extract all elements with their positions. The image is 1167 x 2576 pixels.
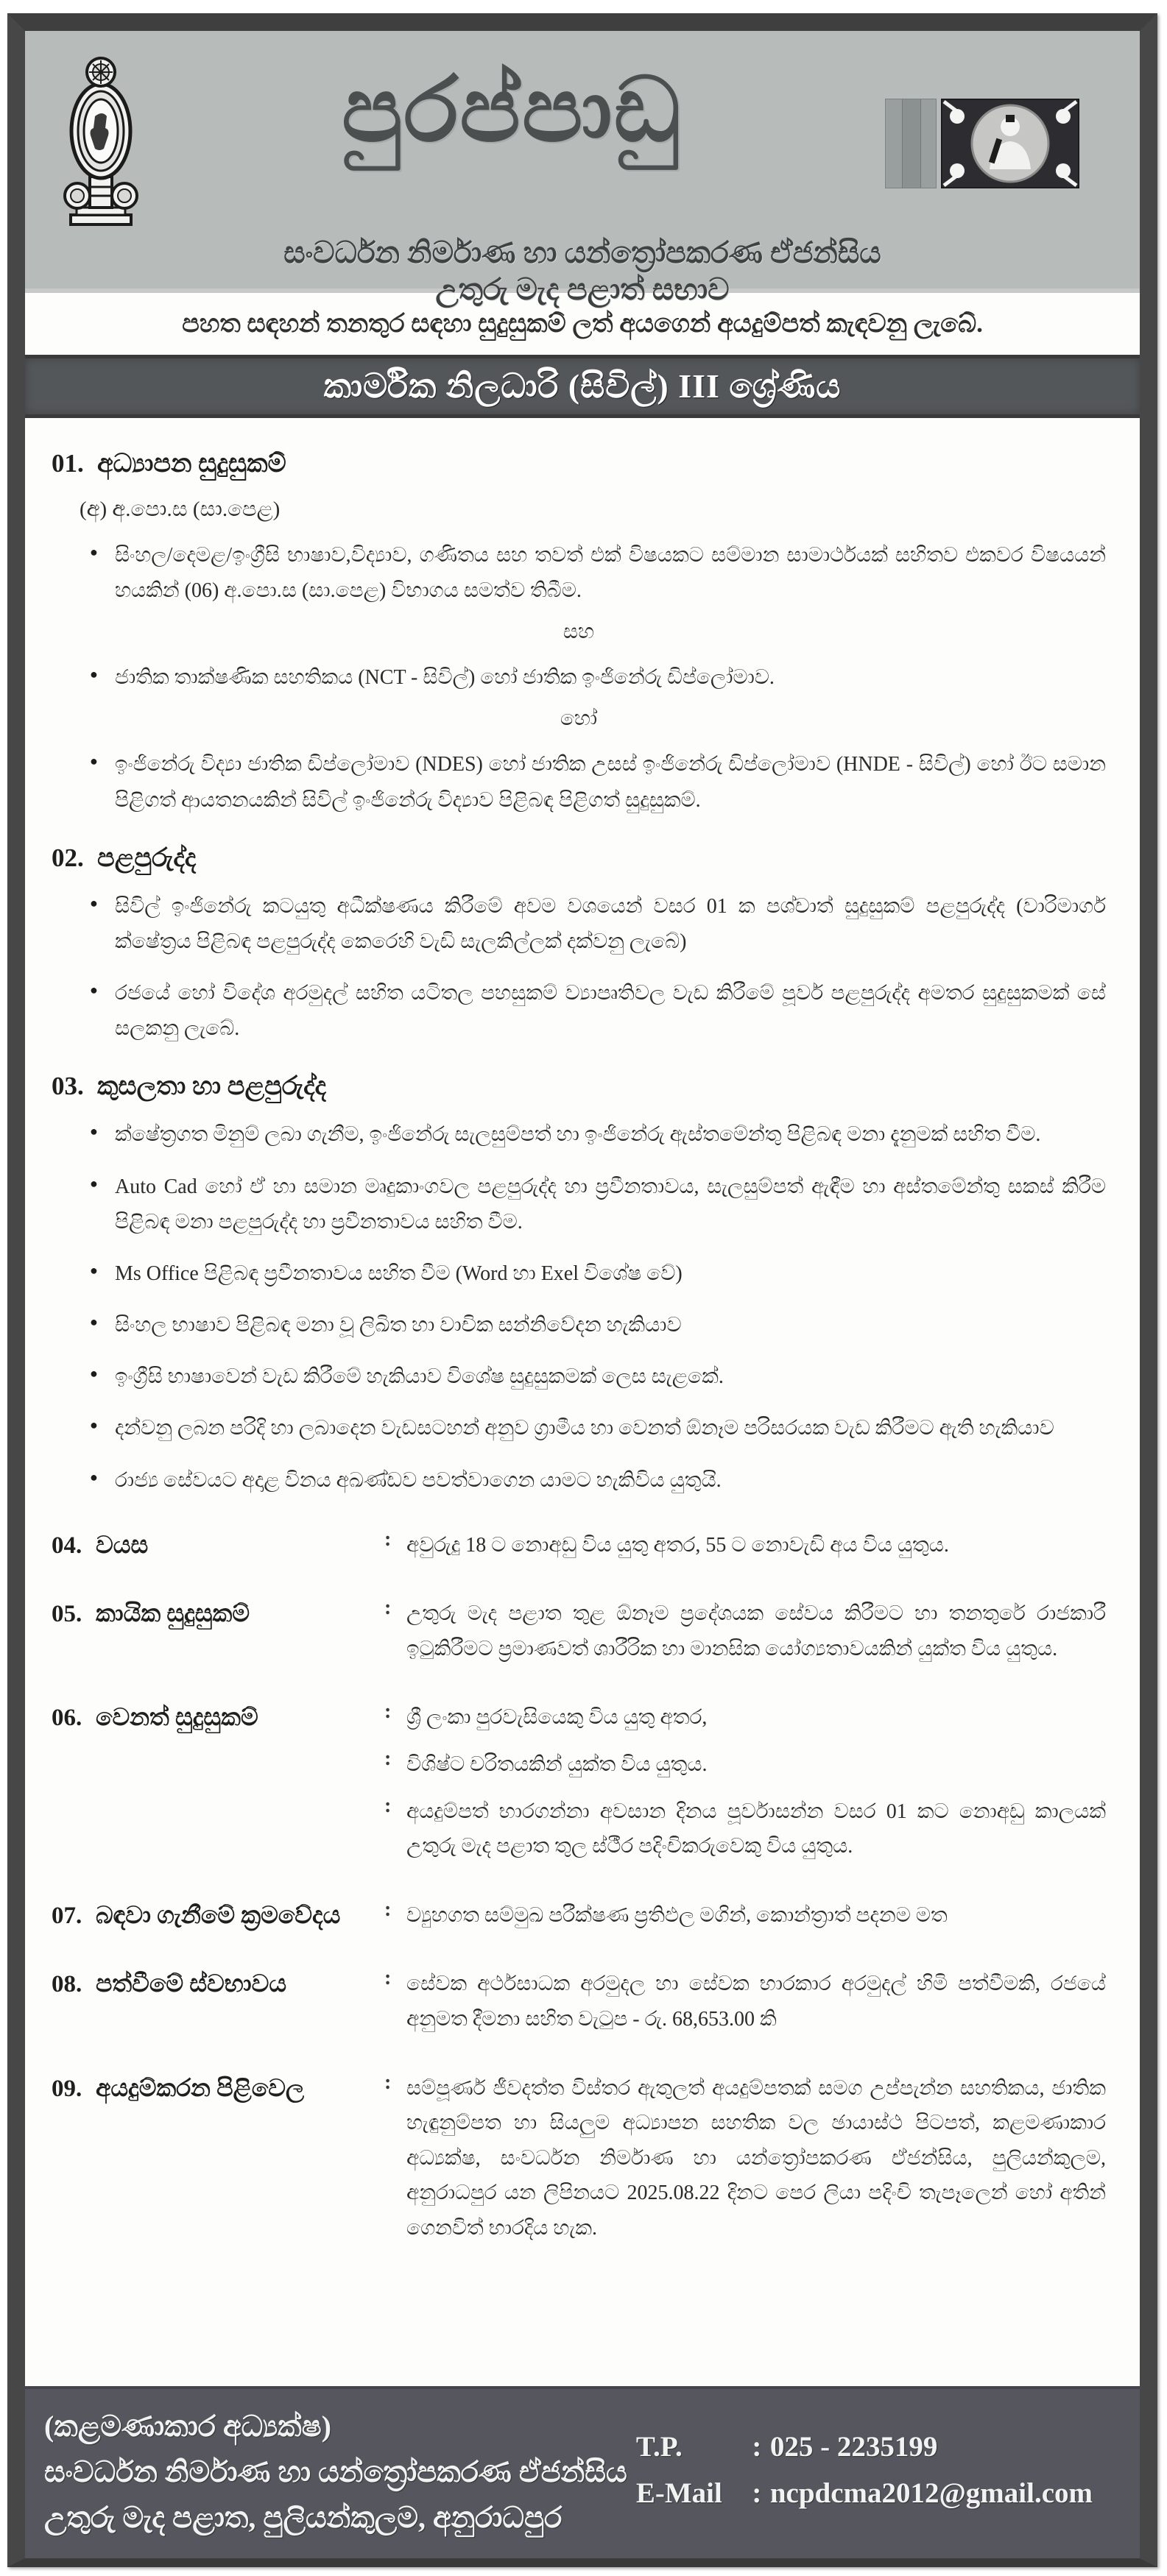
colon-separator: : (384, 1967, 392, 1990)
value-line (384, 1747, 1106, 1783)
bullet-text: රාජ්‍ය සේවයට අදාළ විනය අඛණ්ඩව පවත්වාගෙන යාමට හැකිවිය යුතුයි. (115, 1468, 722, 1492)
bullet-icon: ● (90, 754, 98, 769)
row-label-text: කායික සුදුසුකම් (96, 1601, 250, 1628)
row-values (384, 1700, 1106, 1875)
footer-band (25, 2386, 1140, 2558)
row-values (384, 1967, 1106, 2048)
bullet-text: ක්ෂේත්‍රගත මිනුම් ලබා ගැනීම, ඉංජිනේරු සැලසුම්පත් හා ඉංජිනේරු ඇස්තමේන්තු පිළිබඳ මනා දැනුමක් සහිත වීම. (115, 1123, 1041, 1147)
row-value-text: අයදුම්පත් භාරගන්නා අවසාන දිනය පූර්වාසන්න වසර 01 කට නොඅඩු කාලයක් උතුරු මැද පළාත තුල ස්ථීර පදිංචිකරුවෙකු විය යුතුය. (406, 1800, 1106, 1858)
section-number: 04. (52, 1532, 82, 1559)
row-values (384, 1898, 1106, 1945)
email-label: E-Mail (635, 2477, 722, 2509)
agency-logo-icon (885, 99, 1079, 188)
colon-separator: : (384, 1527, 392, 1551)
row-label (52, 1700, 384, 1875)
section-number: 06. (52, 1705, 82, 1732)
section-number: 08. (52, 1971, 82, 1998)
colon-separator: : (752, 2431, 762, 2463)
footer-org: සංවර්ධන නිර්මාණ හා යන්ත්‍රෝපකරණ ඒජන්සිය (44, 2455, 627, 2488)
bullet-text: සිංහල/දෙමළ/ඉංග්‍රීසි භාෂාව,විද්‍යාව, ගණිතය සහ තවත් එක් විෂයකට සම්මාන සාමාර්ථයක් සහිතව එකවර විෂයයන් හයකින් (06) අ.පො.ස (සා.පෙළ) විභාගය සමත්ව තිබීම. (115, 544, 1106, 603)
footer-address: උතුරු මැද පළාත, පුලියන්කුලම, අනුරාධපුර (44, 2501, 563, 2534)
row-value-text: ව්‍යුහගත සම්මුඛ පරීක්ෂණ ප්‍රතිඵල මගින්, කොන්ත්‍රාත් පදනම මත (406, 1903, 948, 1927)
info-rows (52, 1528, 1106, 2258)
bullet-icon: ● (90, 1314, 98, 1330)
telephone-number: 025 - 2235199 (769, 2431, 938, 2463)
row-label-text: වෙනත් සුදුසුකම් (96, 1705, 258, 1732)
list-item (90, 1256, 1106, 1292)
organization-names (25, 234, 1140, 308)
email-row (636, 2477, 1093, 2510)
agency-name: සංවර්ධන නිර්මාණ හා යන්ත්‍රෝපකරණ ඒජන්සිය (283, 236, 881, 269)
row-other-qualifications (52, 1700, 1106, 1875)
colon-separator: : (384, 1897, 392, 1921)
telephone-label: T.P. (635, 2431, 683, 2463)
section-number: 03. (52, 1072, 84, 1101)
section-title: කුසලතා හා පළපුරුද්ද (97, 1072, 327, 1101)
row-recruitment-method (52, 1898, 1106, 1945)
row-value-text: ශ්‍රී ලංකා පුරවැසියෙකු විය යුතු අතර, (406, 1706, 708, 1730)
row-value-text: විශිෂ්ට චරිතයකින් යුක්ත විය යුතුය. (406, 1753, 708, 1777)
footer-contact-block (636, 2417, 1093, 2527)
intro-text: පහත සඳහන් තනතුර සඳහා සුදුසුකම් ලත් අයගෙන් අයදුම්පත් කැඳවනු ලැබේ. (25, 293, 1140, 352)
row-label-text: වයස (96, 1532, 149, 1559)
bullet-icon: ● (90, 1469, 98, 1485)
list-item (90, 660, 1106, 696)
row-application-procedure (52, 2071, 1106, 2258)
colon-separator: : (384, 1794, 392, 1817)
advert-frame (7, 13, 1157, 2567)
list-item (90, 1359, 1106, 1395)
bullet-text: ජාතික තාක්ෂණික සහතිකය (NCT - සිවිල්) හෝ ජාතික ඉංජිනේරු ඩිප්ලෝමාව. (115, 666, 775, 690)
bullet-icon: ● (90, 1124, 98, 1139)
footer-signature-block (44, 2404, 627, 2541)
section-number: 07. (52, 1902, 82, 1929)
section-title: පළපුරුද්ද (97, 843, 197, 872)
row-label (52, 2071, 384, 2258)
bullet-icon: ● (90, 1366, 98, 1381)
section-02-heading (52, 843, 1106, 873)
bullet-icon: ● (90, 895, 98, 910)
section-01-subheading: (අ) අ.පො.ස (සා.පෙළ) (80, 498, 281, 521)
section-03-heading (52, 1072, 1106, 1101)
section-number: 01. (52, 449, 84, 478)
row-label-text: බඳවා ගැනීමේ ක්‍රමවේදය (96, 1902, 341, 1929)
row-age (52, 1528, 1106, 1575)
bullet-icon: ● (90, 1175, 98, 1191)
row-label-text: අයදුම්කරන පිළිවෙල (96, 2075, 305, 2102)
section-number: 09. (52, 2075, 82, 2102)
row-label (52, 1596, 384, 1678)
notice-body (25, 418, 1140, 2386)
bullet-text: Ms Office පිළිබඳ ප්‍රවීනතාවය සහිත වීම (Word හා Exel විශේෂ වේ) (115, 1262, 683, 1285)
bullet-icon: ● (90, 983, 98, 998)
section-01-heading (52, 449, 1106, 478)
colon-separator: : (384, 1596, 392, 1620)
bullet-text: සිංහල භාෂාව පිළිබඳ මනා වූ ලිඛිත හා වාචික සන්නිවේදන හැකියාව (115, 1314, 682, 1337)
list-item (90, 1170, 1106, 1240)
section-number: 02. (52, 843, 84, 872)
post-title: කාර්මික නිලධාරි (සිවිල්) III ශ්‍රේණිය (323, 367, 842, 405)
header-band (25, 31, 1140, 307)
list-item (90, 1411, 1106, 1446)
value-line (384, 1596, 1106, 1666)
bullet-text: ඉංග්‍රීසි භාෂාවෙන් වැඩ කිරීමේ හැකියාව විශේෂ සුදුසුකමක් ලෙස සැළකේ. (115, 1365, 724, 1389)
footer-signatory: (කළමණාකාර අධ්‍යක්ෂ) (44, 2410, 332, 2443)
row-values (384, 1528, 1106, 1575)
bullet-icon: ● (90, 1262, 98, 1278)
list-item (90, 1117, 1106, 1153)
row-label (52, 1967, 384, 2048)
value-line (384, 2071, 1106, 2246)
logo-stripe (885, 99, 937, 188)
bullet-text: Auto Cad හෝ ඒ හා සමාන මෘදුකාංගවල පළපුරුද්ද හා ප්‍රවීනතාවය, සැලසුම්පත් ඇඳීම හා අස්තමේන්තු සකස් කිරීම පිළිබඳ මනා පළපුරුද්ද හා ප්‍රවීනතාවය සහිත වීම. (115, 1175, 1106, 1234)
colon-separator: : (752, 2477, 762, 2509)
row-value-text: සම්පූර්ණ ජීවදත්ත විස්තර ඇතුලත් අයදුම්පතක් සමග උප්පැන්න සහතිකය, ජාතික හැඳුනුම්පත හා සියලුම අධ්‍යාපන සහතික වල ඡායාස්ථ පිටපත්, කළමණාකාර අධ්‍යක්ෂ, සංවර්ධන නිර්මාණ හා යන්ත්‍රෝපකරණ ඒජන්සිය, පුලියන්කුලම, අනුරාධපුර යන ලිපිනයට 2025.08.22 දිනට පෙර ලියා පදිංචි තැපෑලෙන් හෝ අතින් ගෙනවිත් භාරදිය හැක. (406, 2076, 1106, 2240)
conjunction-and: සහ (563, 620, 595, 644)
section-title: අධ්‍යාපන සුදුසුකම් (97, 449, 286, 478)
sri-lanka-national-emblem-icon (60, 52, 141, 228)
king-statue-logo-icon (941, 99, 1079, 188)
bullet-text: සිවිල් ඉංජිනේරු කටයුතු අධීක්ෂණය කිරීමේ අවම වශයෙන් වසර 01 ක පශ්චාත් සුදුසුකම් පළපුරුද්ද (වාරිමාර්ග ක්ෂේත්‍රය පිළිබඳ පළපුරුද්ද කෙරෙහි වැඩි සැලකිල්ලක් දක්වනු ලැබේ) (115, 894, 1106, 953)
colon-separator: : (384, 1700, 392, 1724)
list-item (90, 1463, 1106, 1498)
list-item (90, 747, 1106, 818)
row-value-text: උතුරු මැද පළාත තුළ ඕනෑම ප්‍රදේශයක සේවය කිරීමට හා තනතුරේ රාජකාරී ඉටුකිරීමට ප්‍රමාණවත් ශාරීරික හා මානසික යෝග්‍යතාවයකින් යුක්ත විය යුතුය. (406, 1602, 1106, 1660)
list-item (90, 889, 1106, 960)
value-line (384, 1794, 1106, 1864)
row-values (384, 1596, 1106, 1678)
bullet-icon: ● (90, 545, 98, 559)
value-line (384, 1528, 1106, 1563)
value-line (384, 1700, 1106, 1735)
list-item (90, 538, 1106, 609)
list-item (90, 1308, 1106, 1343)
bullet-text: ඉංජිනේරු විද්‍යා ජාතික ඩිප්ලෝමාව (NDES) හෝ ජාතික උසස් ඉංජිනේරු ඩිප්ලෝමාව (HNDE - සිවිල්) හෝ ඊට සමාන පිළිගත් ආයතනයකින් සිවිල් ඉංජිනේරු විද්‍යාව පිළිබඳ පිළිගත් සුදුසුකම්. (115, 753, 1106, 812)
row-label-text: පත්වීමේ ස්වභාවය (96, 1971, 287, 1998)
row-physical-fitness (52, 1596, 1106, 1678)
page-title: පුරප්පාඩු (342, 61, 683, 160)
bullet-text: රජයේ හෝ විදේශ අරමුදල් සහිත යටිතල පහසුකම් ව්‍යාපෘතිවල වැඩ කිරීමේ පූර්ව පළපුරුද්ද අමතර සුදුසුකමක් සේ සලකනු ලැබේ. (115, 982, 1106, 1041)
row-value-text: අවුරුදු 18 ට නොඅඩු විය යුතු අතර, 55 ට නොවැඩි අය විය යුතුය. (406, 1533, 949, 1557)
list-item (90, 976, 1106, 1047)
row-value-text: සේවක අර්ථසාධක අරමුදල හා සේවක භාරකාර අරමුදල් හිමි පත්වීමකි, රජයේ අනුමත දීමනා සහිත වැටුප - රු. 68,653.00 කි (406, 1972, 1106, 2031)
email-address: ncpdcma2012@gmail.com (769, 2477, 1093, 2509)
row-values (384, 2071, 1106, 2258)
colon-separator: : (384, 2070, 392, 2094)
row-label (52, 1898, 384, 1945)
council-name: උතුරු මැද පළාත් සභාව (435, 272, 730, 307)
bullet-icon: ● (90, 667, 98, 682)
bullet-text: දන්වනු ලබන පරිදි හා ලබාදෙන වැඩසටහන් අනුව ග්‍රාමීය හා වෙනත් ඕනෑම පරිසරයක වැඩ කිරීමට ඇති හැකියාව (115, 1417, 1054, 1440)
value-line (384, 1898, 1106, 1933)
colon-separator: : (384, 1747, 392, 1771)
bullet-icon: ● (90, 1418, 98, 1433)
conjunction-or: හෝ (560, 707, 598, 731)
section-number: 05. (52, 1601, 82, 1628)
row-appointment-nature (52, 1967, 1106, 2048)
post-title-bar (25, 355, 1140, 418)
telephone-row (636, 2430, 1093, 2463)
row-label (52, 1528, 384, 1575)
value-line (384, 1967, 1106, 2037)
